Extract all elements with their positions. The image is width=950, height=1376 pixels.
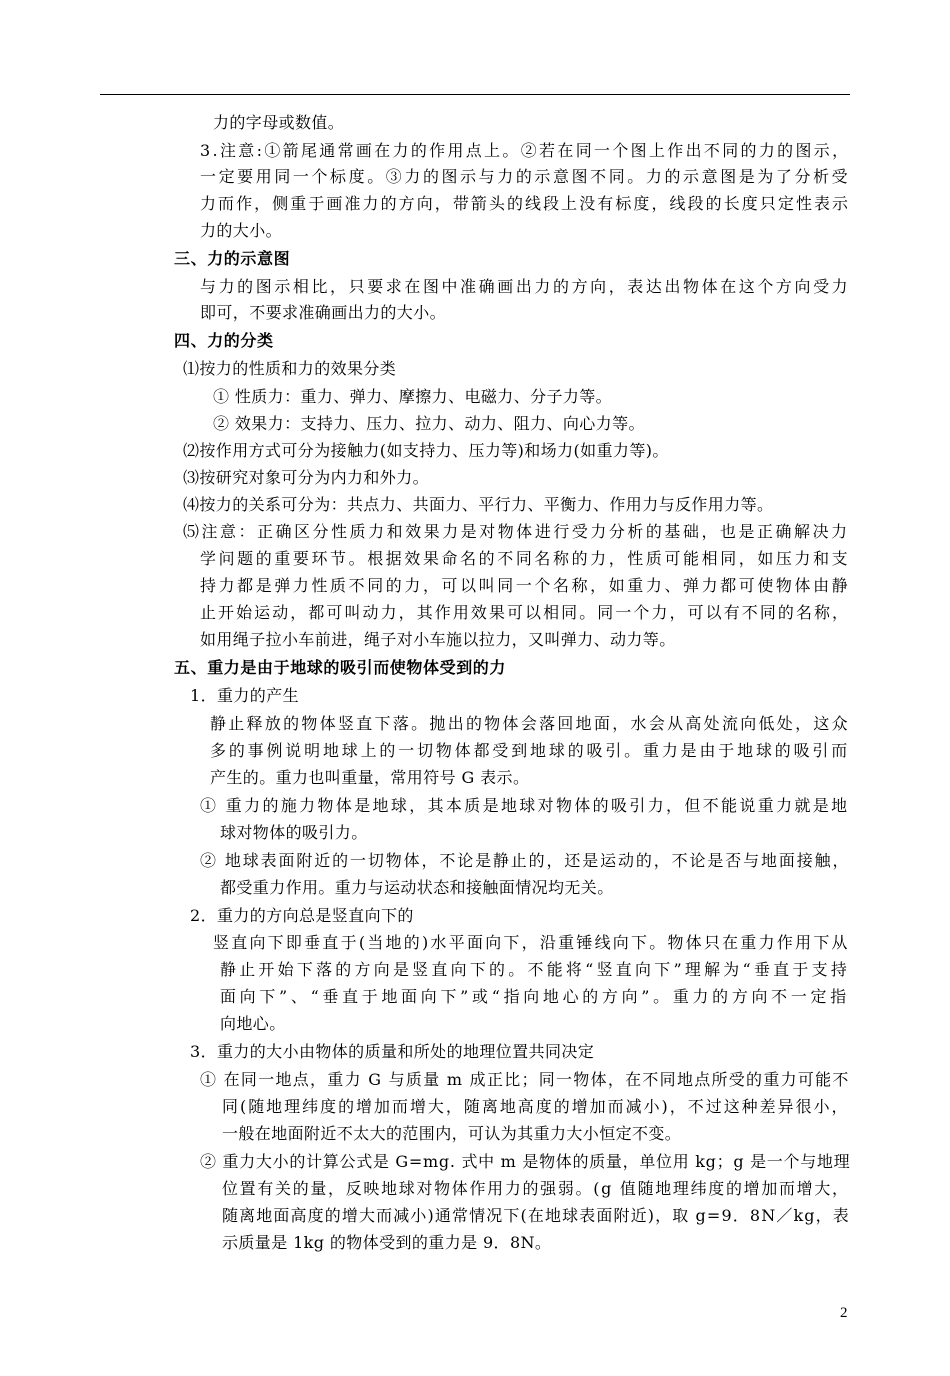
section-heading: 五、重力是由于地球的吸引而使物体受到的力 (174, 658, 507, 677)
text-line: ⑵按作用方式可分为接触力(如支持力、压力等)和场力(如重力等)。 (183, 441, 669, 460)
text-line: 静止开始下落的方向是竖直向下的。不能将“竖直向下”理解为“垂直于支持 (220, 960, 851, 979)
text-line: 3．重力的大小由物体的质量和所处的地理位置共同决定 (190, 1042, 595, 1061)
text-line: 产生的。重力也叫重量，常用符号 G 表示。 (210, 768, 530, 787)
text-line: 位置有关的量，反映地球对物体作用力的强弱。(g 值随地理纬度的增加而增大， (222, 1179, 850, 1198)
text-line: 力的字母或数值。 (213, 113, 345, 132)
text-line: 即可，不要求准确画出力的大小。 (200, 303, 447, 322)
section-heading: 四、力的分类 (174, 331, 274, 350)
text-line: ⑸注意：正确区分性质力和效果力是对物体进行受力分析的基础，也是正确解决力 (183, 522, 850, 541)
text-line: 面向下”、“垂直于地面向下”或“指向地心的方向”。重力的方向不一定指 (220, 987, 850, 1006)
text-line: ② 地球表面附近的一切物体，不论是静止的，还是运动的，不论是否与地面接触， (200, 851, 851, 870)
text-line: 如用绳子拉小车前进，绳子对小车施以拉力，又叫弹力、动力等。 (200, 630, 676, 649)
header-rule (100, 94, 850, 95)
text-line: 都受重力作用。重力与运动状态和接触面情况均无关。 (220, 878, 614, 897)
text-line: ⑴按力的性质和力的效果分类 (183, 359, 397, 378)
text-line: 多的事例说明地球上的一切物体都受到地球的吸引。重力是由于地球的吸引而 (210, 741, 851, 760)
text-line: 向地心。 (220, 1014, 286, 1033)
text-line: ① 性质力：重力、弹力、摩擦力、电磁力、分子力等。 (213, 387, 613, 406)
text-line: 竖直向下即垂直于(当地的)水平面向下，沿重锤线向下。物体只在重力作用下从 (213, 933, 850, 952)
text-line: 力而作，侧重于画准力的方向，带箭头的线段上没有标度，线段的长度只定性表示 (200, 194, 851, 213)
text-line: 与力的图示相比，只要求在图中准确画出力的方向，表达出物体在这个方向受力 (200, 277, 851, 296)
text-line: 学问题的重要环节。根据效果命名的不同名称的力，性质可能相同，如压力和支 (200, 549, 851, 568)
text-line: 一定要用同一个标度。③力的图示与力的示意图不同。力的示意图是为了分析受 (200, 167, 851, 186)
text-line: 一般在地面附近不太大的范围内，可认为其重力大小恒定不变。 (222, 1124, 682, 1143)
text-line: 随离地面高度的增大而减小)通常情况下(在地球表面附近)，取 g=9．8N／kg，表 (222, 1206, 850, 1225)
text-line: 止开始运动，都可叫动力，其作用效果可以相同。同一个力，可以有不同的名称， (200, 603, 851, 622)
text-line: ② 效果力：支持力、压力、拉力、动力、阻力、向心力等。 (213, 414, 645, 433)
page-number: 2 (840, 1305, 848, 1321)
text-line: 力的大小。 (200, 221, 283, 240)
text-line: 2．重力的方向总是竖直向下的 (190, 906, 414, 925)
text-line: ⑶按研究对象可分为内力和外力。 (183, 468, 430, 487)
text-line: 示质量是 1kg 的物体受到的重力是 9．8N。 (222, 1233, 552, 1252)
text-line: ① 重力的施力物体是地球，其本质是地球对物体的吸引力，但不能说重力就是地 (200, 796, 850, 815)
text-line: ⑷按力的关系可分为：共点力、共面力、平行力、平衡力、作用力与反作用力等。 (183, 495, 774, 514)
text-line: 持力都是弹力性质不同的力，可以叫同一个名称，如重力、弹力都可使物体由静 (200, 576, 851, 595)
section-heading: 三、力的示意图 (174, 249, 291, 268)
text-line: 静止释放的物体竖直下落。抛出的物体会落回地面，水会从高处流向低处，这众 (210, 714, 850, 733)
text-line: 球对物体的吸引力。 (220, 823, 368, 842)
text-line: ① 在同一地点，重力 G 与质量 m 成正比；同一物体，在不同地点所受的重力可能不 (200, 1070, 850, 1089)
text-line: 3.注意:①箭尾通常画在力的作用点上。②若在同一个图上作出不同的力的图示， (200, 141, 851, 160)
text-line: 同(随地理纬度的增加而增大，随离地高度的增加而减小)，不过这种差异很小， (222, 1097, 850, 1116)
text-line: 1．重力的产生 (190, 686, 299, 705)
text-line: ② 重力大小的计算公式是 G=mg. 式中 m 是物体的质量，单位用 kg；g 是一个与地理 (200, 1152, 851, 1171)
